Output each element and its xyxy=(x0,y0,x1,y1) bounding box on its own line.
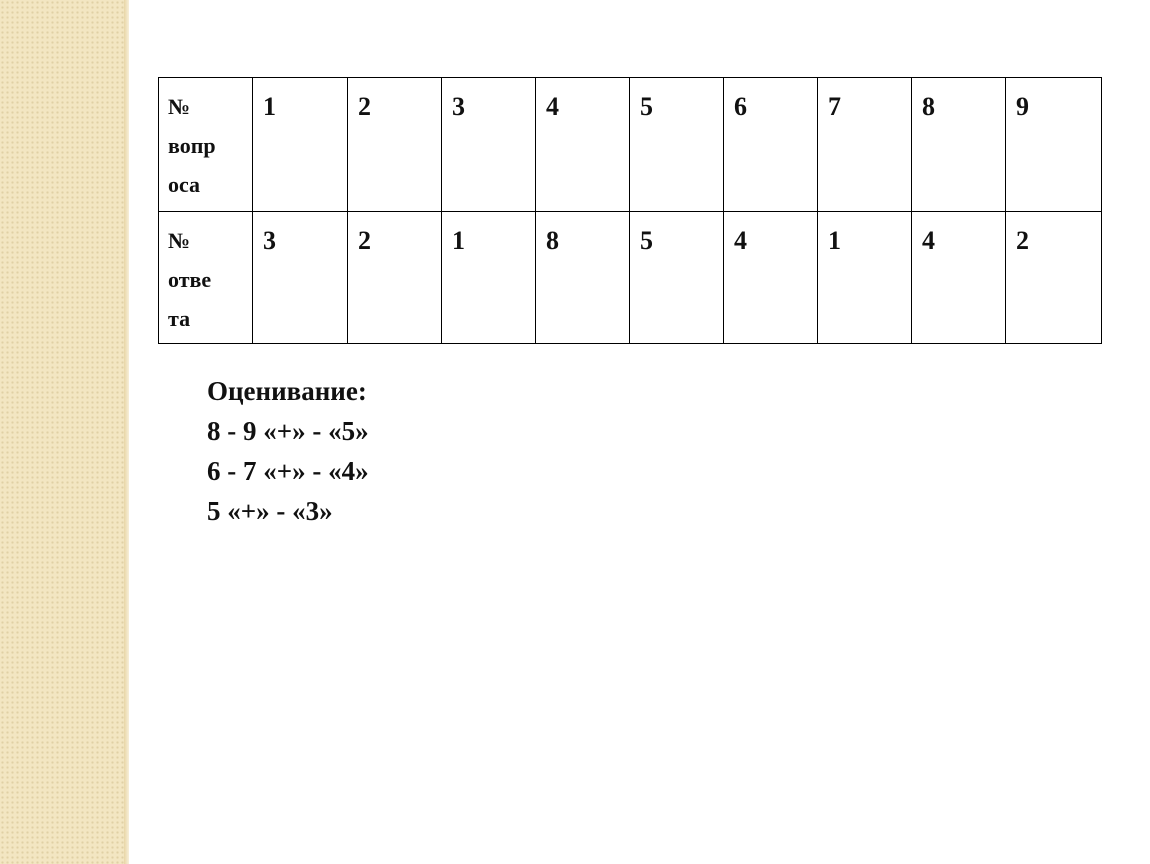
answer-cell: 2 xyxy=(348,212,442,344)
question-number-header xyxy=(159,78,253,212)
grading-line: 5 «+» - «3» xyxy=(207,496,333,526)
answer-number-header xyxy=(159,212,253,344)
answer-key-table xyxy=(158,77,1102,344)
answer-cell: 4 xyxy=(724,212,818,344)
answer-cell: 1 xyxy=(442,212,536,344)
header-line: вопр xyxy=(168,133,216,158)
grading-line: 8 - 9 «+» - «5» xyxy=(207,416,369,446)
answer-cell: 5 xyxy=(630,212,724,344)
question-cell: 2 xyxy=(348,78,442,212)
grading-title: Оценивание: xyxy=(207,376,367,406)
question-cell: 3 xyxy=(442,78,536,212)
question-cell: 8 xyxy=(912,78,1006,212)
header-line: отве xyxy=(168,267,212,292)
answer-cell: 4 xyxy=(912,212,1006,344)
decorative-side-strip xyxy=(0,0,124,864)
question-cell: 7 xyxy=(818,78,912,212)
header-line: № xyxy=(168,94,191,119)
question-cell: 5 xyxy=(630,78,724,212)
answer-cell: 3 xyxy=(253,212,348,344)
grading-block xyxy=(207,371,369,531)
answer-number-row xyxy=(159,212,1102,344)
answer-cell: 2 xyxy=(1006,212,1102,344)
question-cell: 1 xyxy=(253,78,348,212)
header-line: оса xyxy=(168,172,201,197)
answer-cell: 8 xyxy=(536,212,630,344)
grading-line: 6 - 7 «+» - «4» xyxy=(207,456,369,486)
header-line: № xyxy=(168,228,191,253)
side-strip-edge xyxy=(124,0,129,864)
header-line: та xyxy=(168,306,191,331)
answer-cell: 1 xyxy=(818,212,912,344)
question-cell: 9 xyxy=(1006,78,1102,212)
question-cell: 4 xyxy=(536,78,630,212)
question-cell: 6 xyxy=(724,78,818,212)
question-number-row xyxy=(159,78,1102,212)
